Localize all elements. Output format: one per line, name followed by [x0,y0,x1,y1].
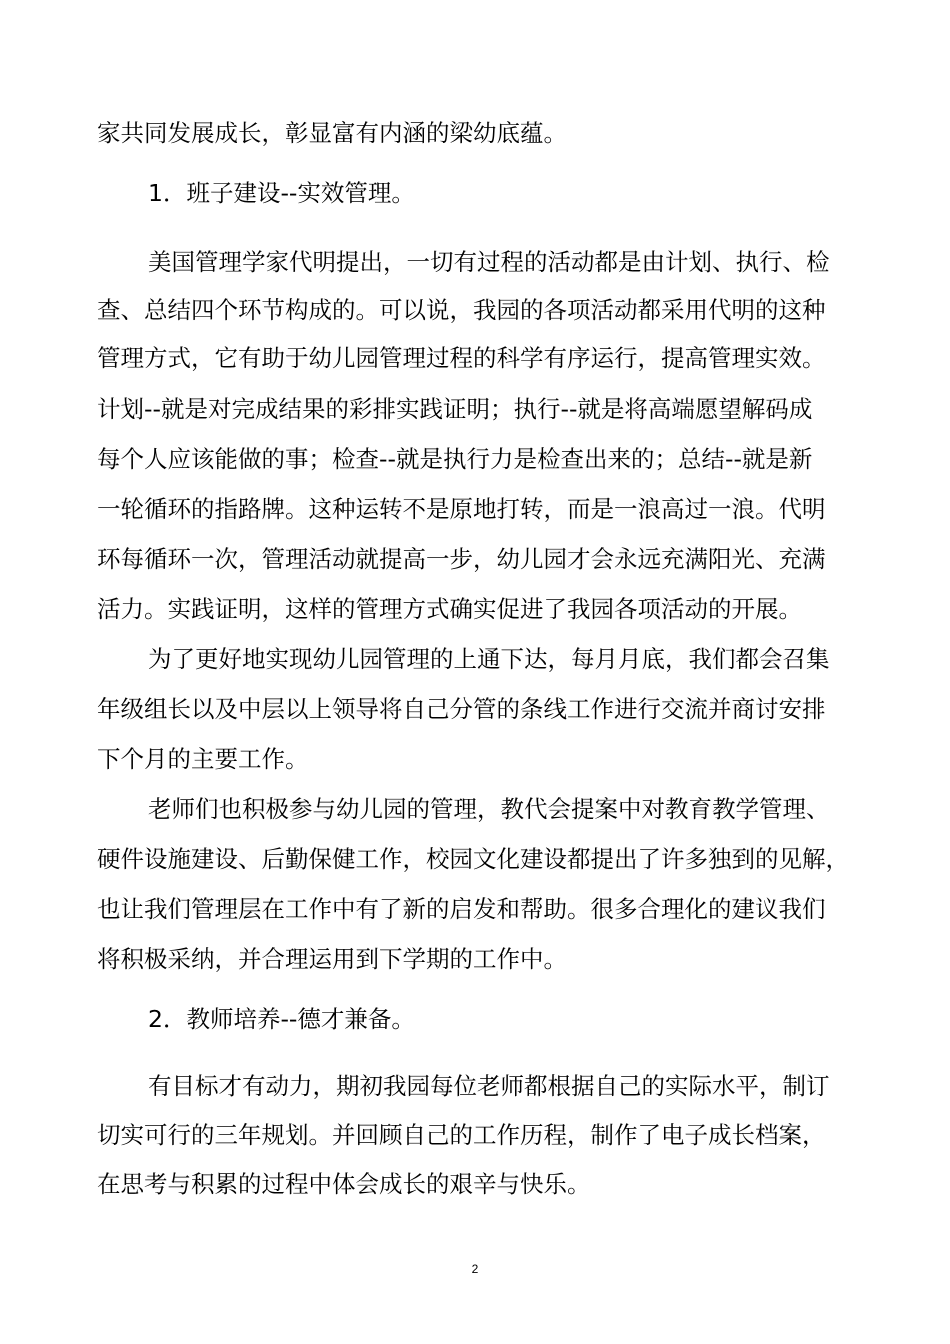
section-heading: 2．教师培养--德才兼备。 [148,1005,415,1033]
section-heading: 1．班子建设--实效管理。 [148,179,415,207]
paragraph-line: 环每循环一次，管理活动就提高一步，幼儿园才会永远充满阳光、充满 [97,545,826,573]
paragraph-line: 在思考与积累的过程中体会成长的艰辛与快乐。 [97,1170,591,1198]
paragraph-line: 切实可行的三年规划。并回顾自己的工作历程，制作了电子成长档案， [97,1121,826,1149]
page-number: 2 [471,1262,479,1276]
paragraph-line: 活力。实践证明，这样的管理方式确实促进了我园各项活动的开展。 [97,595,802,623]
paragraph-line: 老师们也积极参与幼儿园的管理，教代会提案中对教育教学管理、 [148,795,830,823]
paragraph-line: 也让我们管理层在工作中有了新的启发和帮助。很多合理化的建议我们 [97,895,826,923]
paragraph-line: 为了更好地实现幼儿园管理的上通下达，每月月底，我们都会召集 [148,645,830,673]
paragraph-line: 查、总结四个环节构成的。可以说，我园的各项活动都采用代明的这种 [97,296,826,324]
paragraph-line: 有目标才有动力，期初我园每位老师都根据自己的实际水平，制订 [148,1072,830,1100]
paragraph-line: 硬件设施建设、后勤保健工作，校园文化建设都提出了许多独到的见解， [97,845,849,873]
paragraph-line: 美国管理学家代明提出，一切有过程的活动都是由计划、执行、检 [148,248,830,276]
paragraph-line: 下个月的主要工作。 [97,745,309,773]
paragraph-line: 每个人应该能做的事；检查--就是执行力是检查出来的；总结--就是新 [97,445,813,473]
paragraph-line: 年级组长以及中层以上领导将自己分管的条线工作进行交流并商讨安排 [97,695,826,723]
paragraph-line: 管理方式，它有助于幼儿园管理过程的科学有序运行，提高管理实效。 [97,344,826,372]
paragraph-line: 将积极采纳，并合理运用到下学期的工作中。 [97,945,567,973]
paragraph-line: 计划--就是对完成结果的彩排实践证明；执行--就是将高端愿望解码成 [97,395,813,423]
paragraph-line: 家共同发展成长，彰显富有内涵的梁幼底蕴。 [97,119,567,147]
paragraph-line: 一轮循环的指路牌。这种运转不是原地打转，而是一浪高过一浪。代明 [97,495,826,523]
